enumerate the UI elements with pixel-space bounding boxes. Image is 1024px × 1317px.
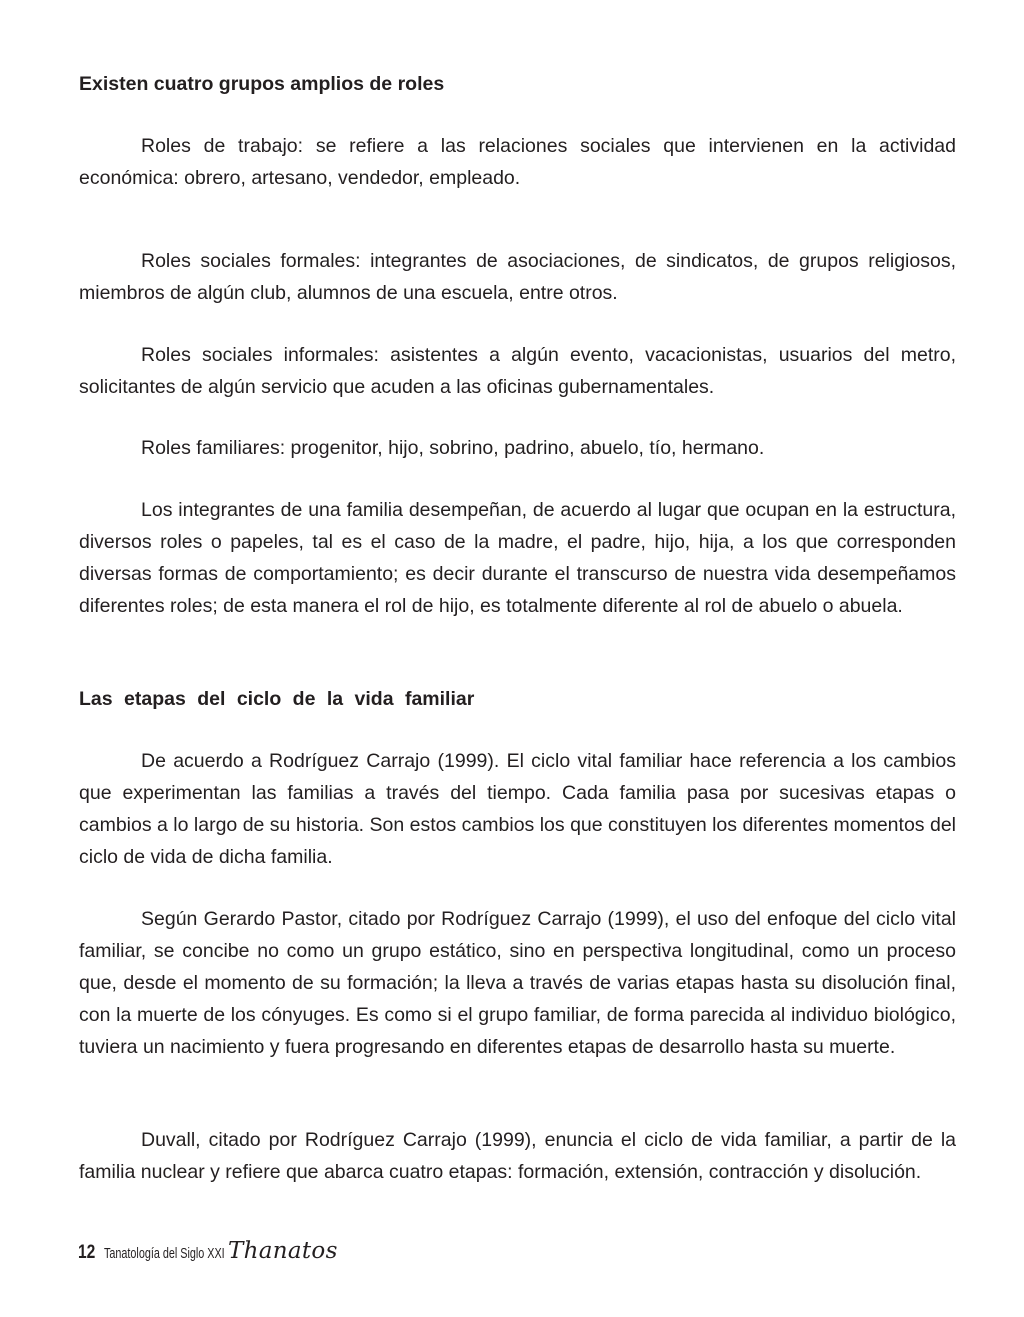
paragraph-duvall: Duvall, citado por Rodríguez Carrajo (1999), enuncia el ciclo de vida familiar, a partir de la familia nuclear y refiere que abarca cuatro etapas: formación, extensión, contracción y disolución. bbox=[79, 1129, 956, 1183]
page-number: 12 bbox=[78, 1242, 96, 1263]
page-footer bbox=[78, 1238, 338, 1268]
paragraph-roles-sociales-formales: Roles sociales formales: integrantes de asociaciones, de sindicatos, de grupos religiosos, miembros de algún club, alumnos de una escuela, entre otros. bbox=[79, 250, 956, 304]
journal-name: Tanatología del Siglo XXI bbox=[104, 1245, 225, 1262]
paragraph-ciclo-vital: De acuerdo a Rodríguez Carrajo (1999). El ciclo vital familiar hace referencia a los cambios que experimentan las familias a través del tiempo. Cada familia pasa por sucesivas etapas o cambios a lo largo de su historia. Son estos cambios los que constituyen los diferentes momentos del ciclo de vida de dicha familia. bbox=[79, 750, 956, 868]
paragraph-roles-trabajo: Roles de trabajo: se refiere a las relaciones sociales que intervienen en la actividad económica: obrero, artesano, vendedor, empleado. bbox=[79, 135, 956, 189]
paragraph-roles-sociales-informales: Roles sociales informales: asistentes a algún evento, vacacionistas, usuarios del metro, solicitantes de algún servicio que acuden a las oficinas gubernamentales. bbox=[79, 344, 956, 398]
section-heading-etapas: Las etapas del ciclo de la vida familiar bbox=[79, 688, 475, 710]
section-heading-roles: Existen cuatro grupos amplios de roles bbox=[79, 73, 445, 95]
journal-logo: Thanatos bbox=[228, 1238, 338, 1264]
paragraph-gerardo-pastor: Según Gerardo Pastor, citado por Rodríguez Carrajo (1999), el uso del enfoque del ciclo vital familiar, se concibe no como un grupo estático, sino en perspectiva longitudinal, como un proceso que, desde el momento de su formación; la lleva a través de varias etapas hasta su disolución final, con la muerte de los cónyuges. Es como si el grupo familiar, de forma parecida al individuo biológico, tuviera un nacimiento y fuera progresando en diferentes etapas de desarrollo hasta su muerte. bbox=[79, 908, 956, 1058]
paragraph-integrantes-familia: Los integrantes de una familia desempeñan, de acuerdo al lugar que ocupan en la estructura, diversos roles o papeles, tal es el caso de la madre, el padre, hijo, hija, a los que corresponden diversas formas de comportamiento; es decir durante el transcurso de nuestra vida desempeñamos diferentes roles; de esta manera el rol de hijo, es totalmente diferente al rol de abuelo o abuela. bbox=[79, 499, 956, 617]
paragraph-roles-familiares: Roles familiares: progenitor, hijo, sobrino, padrino, abuelo, tío, hermano. bbox=[141, 437, 765, 459]
